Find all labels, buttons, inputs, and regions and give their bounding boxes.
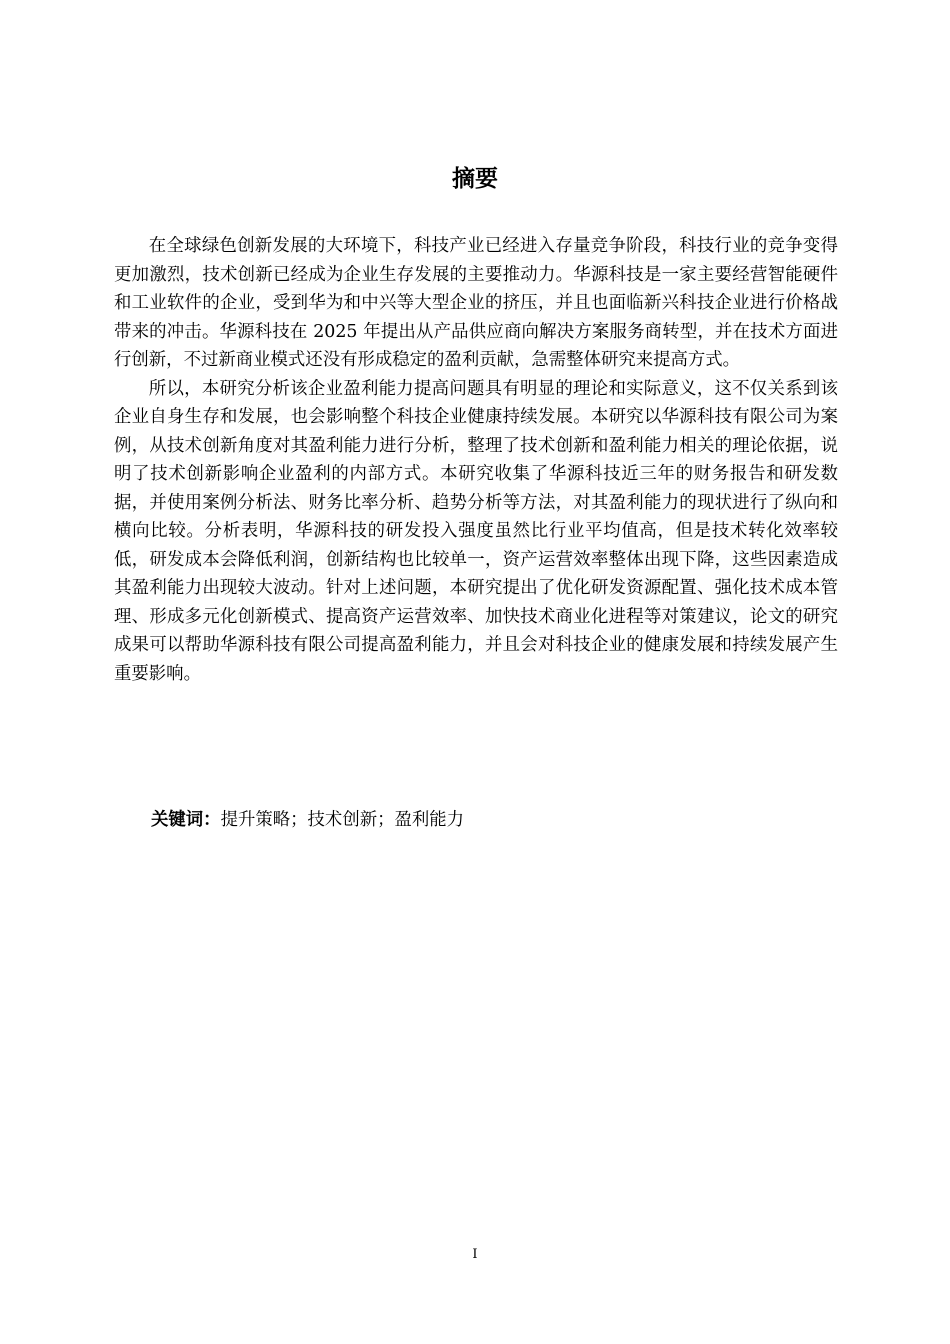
keywords-label: 关键词： (151, 810, 221, 830)
keywords-text: 提升策略；技术创新；盈利能力 (220, 810, 465, 830)
abstract-paragraph-1: 在全球绿色创新发展的大环境下，科技产业已经进入存量竞争阶段，科技行业的竞争变得更加激烈，技术创新已经成为企业生存发展的主要推动力。华源科技是一家主要经营智能硬件和工业软件的企业，受到华为和中兴等大型企业的挤压，并且也面临新兴科技企业进行价格战带来的冲击。华源科技在 2025 年提出从产品供应商向解决方案服务商转型，并在技术方面进行创新，不过新商业模式还没有形成稳定的盈利贡献，急需整体研究来提高方式。 (114, 236, 838, 370)
abstract-body (114, 232, 838, 688)
keywords-line (151, 806, 841, 834)
page-number: I (472, 1247, 478, 1262)
abstract-paragraph-2: 所以，本研究分析该企业盈利能力提高问题具有明显的理论和实际意义，这不仅关系到该企业自身生存和发展，也会影响整个科技企业健康持续发展。本研究以华源科技有限公司为案例，从技术创新角度对其盈利能力进行分析，整理了技术创新和盈利能力相关的理论依据，说明了技术创新影响企业盈利的内部方式。本研究收集了华源科技近三年的财务报告和研发数据，并使用案例分析法、财务比率分析、趋势分析等方法，对其盈利能力的现状进行了纵向和横向比较。分析表明，华源科技的研发投入强度虽然比行业平均值高，但是技术转化效率较低，研发成本会降低利润，创新结构也比较单一，资产运营效率整体出现下降，这些因素造成其盈利能力出现较大波动。针对上述问题，本研究提出了优化研发资源配置、强化技术成本管理、形成多元化创新模式、提高资产运营效率、加快技术商业化进程等对策建议，论文的研究成果可以帮助华源科技有限公司提高盈利能力，并且会对科技企业的健康发展和持续发展产生重要影响。 (114, 378, 838, 684)
abstract-title: 摘要 (452, 166, 498, 192)
